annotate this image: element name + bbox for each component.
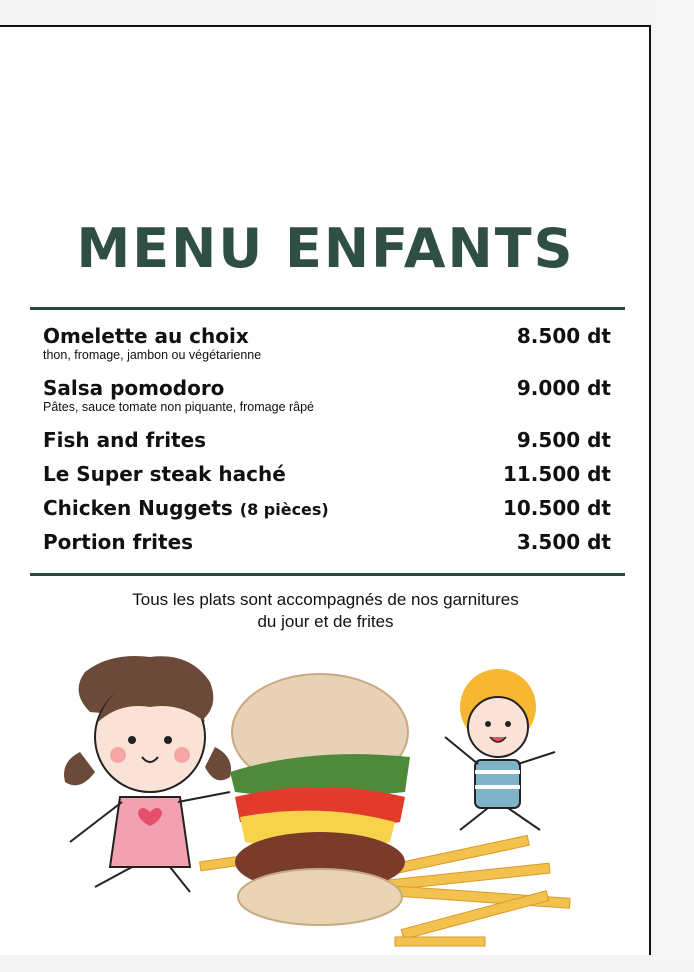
menu-item <box>43 529 611 563</box>
garnish-note <box>0 589 651 633</box>
item-price: 8.500 dt <box>516 324 611 348</box>
menu-item <box>43 323 611 375</box>
top-divider <box>30 307 625 310</box>
item-name: Salsa pomodoro <box>43 376 225 400</box>
item-price: 9.000 dt <box>516 376 611 400</box>
boy-illustration <box>445 669 555 830</box>
menu-item <box>43 461 611 495</box>
item-price: 10.500 dt <box>502 496 611 520</box>
item-quantity: (8 pièces) <box>239 500 329 519</box>
menu-item <box>43 427 611 461</box>
burger-illustration <box>230 674 410 925</box>
right-margin <box>655 0 694 960</box>
girl-illustration <box>64 656 231 892</box>
item-price: 9.500 dt <box>516 428 611 452</box>
item-name: Chicken Nuggets <box>43 496 233 520</box>
note-line-2: du jour et de frites <box>257 612 394 631</box>
item-price: 11.500 dt <box>502 462 611 486</box>
item-name: Portion frites <box>43 530 194 554</box>
item-name: Fish and frites <box>43 428 207 452</box>
menu-item <box>43 495 611 529</box>
item-name: Omelette au choix <box>43 324 249 348</box>
menu-title: MENU ENFANTS <box>76 217 575 280</box>
item-name: Le Super steak haché <box>43 462 286 486</box>
item-description: thon, fromage, jambon ou végétarienne <box>43 348 262 362</box>
note-line-1: Tous les plats sont accompagnés de nos garnitures <box>132 590 519 609</box>
menu-items <box>43 323 611 563</box>
menu-item <box>43 375 611 427</box>
item-name-wrap <box>43 495 329 523</box>
bottom-divider <box>30 573 625 576</box>
kids-burger-illustration <box>50 652 610 972</box>
item-price: 3.500 dt <box>516 530 611 554</box>
menu-page <box>0 25 651 955</box>
item-description: Pâtes, sauce tomate non piquante, fromage râpé <box>43 400 315 414</box>
